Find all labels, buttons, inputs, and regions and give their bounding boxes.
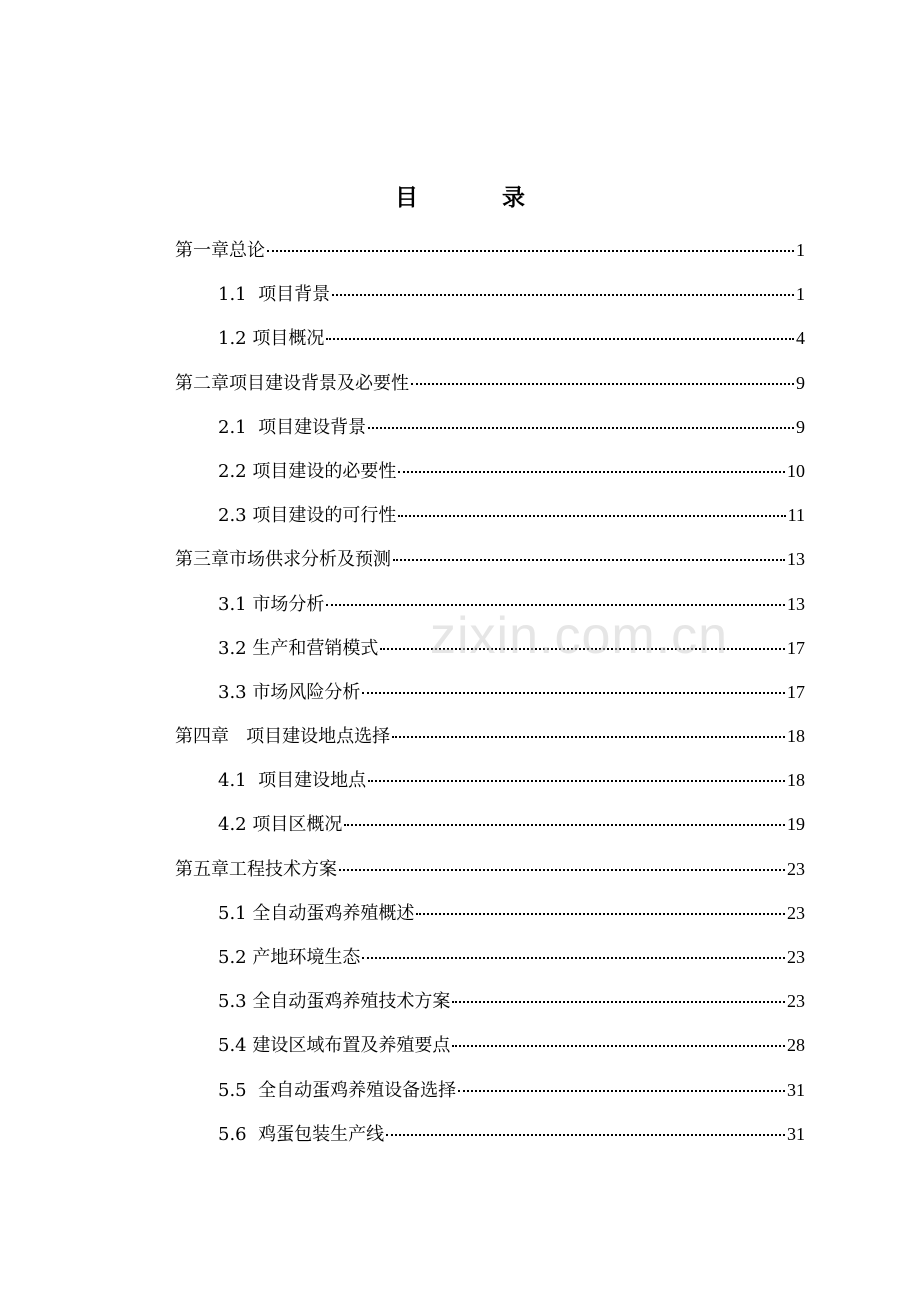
toc-list [175,228,805,1156]
toc-dot-leader [398,515,785,517]
toc-entry-label: 2.3 项目建设的可行性 [218,505,397,527]
toc-chapter-entry[interactable] [175,847,805,891]
toc-title: 目 录 [394,184,563,211]
toc-entry-label: 第二章项目建设背景及必要性 [175,372,409,394]
toc-dot-leader [368,780,785,782]
toc-section-entry[interactable] [175,1023,805,1067]
toc-dot-leader [362,957,785,959]
toc-section-entry[interactable] [175,493,805,537]
toc-dot-leader [386,1134,785,1136]
toc-entry-label: 3.3 市场风险分析 [218,681,361,703]
toc-page-number: 19 [787,814,805,835]
toc-page-number: 4 [796,328,805,349]
toc-section-entry[interactable] [175,758,805,802]
toc-page-number: 31 [787,1079,805,1100]
toc-page-number: 17 [787,681,805,702]
toc-entry-label: 3.2 生产和营销模式 [218,637,379,659]
toc-section-entry[interactable] [175,405,805,449]
toc-entry-label: 2.1 项目建设背景 [218,416,367,438]
toc-page-number: 18 [787,726,805,747]
toc-entry-label: 第五章工程技术方案 [175,858,337,880]
toc-page-number: 1 [796,240,805,260]
toc-page-number: 9 [796,416,805,437]
toc-entry-label: 4.1 项目建设地点 [218,770,367,792]
toc-section-entry[interactable] [175,316,805,360]
toc-dot-leader [416,913,785,915]
toc-entry-label: 5.4 建设区域布置及养殖要点 [218,1035,451,1057]
toc-page-number: 1 [796,284,805,305]
toc-dot-leader [452,1045,785,1047]
toc-section-entry[interactable] [175,979,805,1023]
toc-page-number: 11 [787,505,805,526]
toc-page-number: 17 [787,637,805,658]
toc-chapter-entry[interactable] [175,228,805,272]
toc-entry-label: 第四章 项目建设地点选择 [175,726,391,748]
toc-entry-label: 第一章总论 [175,240,265,261]
toc-dot-leader [411,383,794,385]
toc-dot-leader [344,824,785,826]
toc-page-number: 23 [787,902,805,923]
toc-page-number: 18 [787,770,805,791]
toc-page-number: 28 [787,1035,805,1056]
toc-section-entry[interactable] [175,582,805,626]
toc-entry-label: 5.5 全自动蛋鸡养殖设备选择 [218,1079,457,1101]
toc-dot-leader [339,869,785,871]
toc-section-entry[interactable] [175,802,805,846]
toc-entry-label: 3.1 市场分析 [218,593,325,615]
toc-entry-label: 1.2 项目概况 [218,328,325,350]
toc-dot-leader [332,294,794,296]
toc-dot-leader [392,736,785,738]
toc-entry-label: 5.6 鸡蛋包装生产线 [218,1123,385,1145]
toc-page-number: 9 [796,372,805,393]
toc-entry-label: 1.1 项目背景 [218,284,331,306]
toc-section-entry[interactable] [175,891,805,935]
toc-dot-leader [326,338,794,340]
toc-page-number: 23 [787,858,805,879]
toc-dot-leader [452,1001,785,1003]
toc-dot-leader [398,471,785,473]
toc-dot-leader [380,648,785,650]
toc-dot-leader [267,250,794,252]
toc-entry-label: 2.2 项目建设的必要性 [218,460,397,482]
toc-page-number: 13 [787,593,805,614]
toc-section-entry[interactable] [175,670,805,714]
toc-chapter-entry[interactable] [175,714,805,758]
toc-section-entry[interactable] [175,935,805,979]
toc-page-number: 31 [787,1123,805,1144]
toc-chapter-entry[interactable] [175,361,805,405]
toc-section-entry[interactable] [175,1112,805,1156]
toc-dot-leader [368,427,794,429]
toc-dot-leader [393,559,785,561]
toc-section-entry[interactable] [175,449,805,493]
toc-entry-label: 4.2 项目区概况 [218,814,343,836]
toc-dot-leader [326,604,785,606]
toc-section-entry[interactable] [175,1068,805,1112]
toc-section-entry[interactable] [175,626,805,670]
toc-entry-label: 5.3 全自动蛋鸡养殖技术方案 [218,991,451,1013]
toc-page-number: 10 [787,460,805,481]
toc-chapter-entry[interactable] [175,537,805,581]
toc-entry-label: 5.2 产地环境生态 [218,947,361,968]
watermark: zixin.com.cn [430,607,729,665]
toc-page-number: 23 [787,991,805,1012]
toc-entry-label: 第三章市场供求分析及预测 [175,549,391,571]
toc-section-entry[interactable] [175,272,805,316]
toc-dot-leader [362,692,785,694]
toc-dot-leader [458,1090,785,1092]
toc-page-number: 13 [787,549,805,570]
toc-entry-label: 5.1 全自动蛋鸡养殖概述 [218,902,415,924]
toc-page-number: 23 [787,947,805,967]
